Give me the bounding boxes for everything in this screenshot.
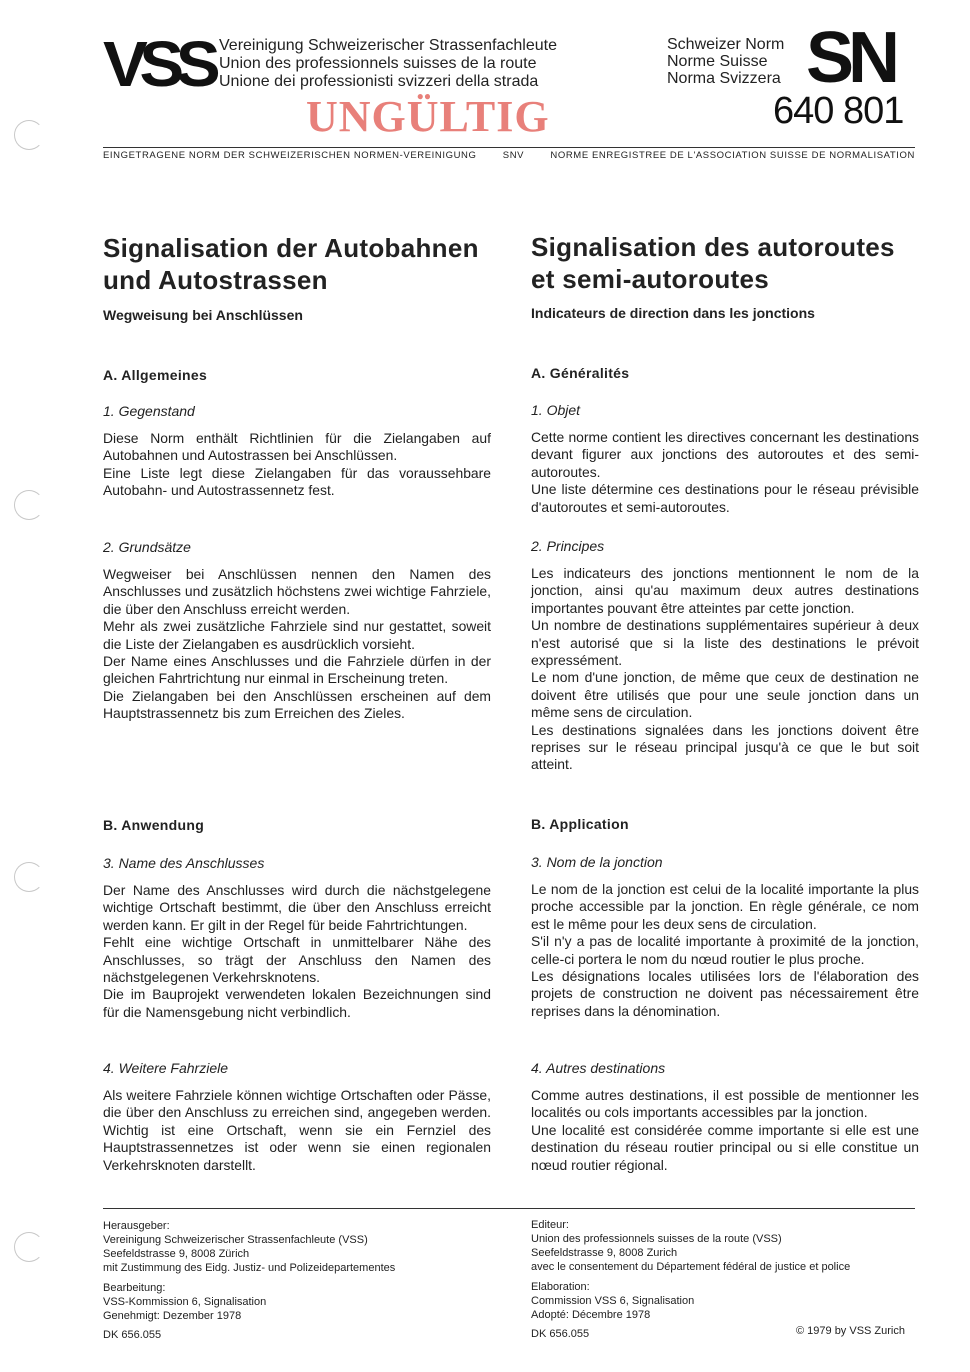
registry-text-de: EINGETRAGENE NORM DER SCHWEIZERISCHEN NORMEN-VEREINIGUNG: [103, 150, 477, 161]
dk-code: DK 656.055: [103, 1329, 162, 1341]
publisher-info-de: [103, 1219, 503, 1342]
norm-type-it: Norma Svizzera: [667, 70, 781, 87]
registry-text-fr: NORME ENREGISTREE DE L'ASSOCIATION SUISSE DE NORMALISATION: [550, 150, 915, 161]
subsection-4-body-de: [103, 1087, 491, 1174]
norm-number: 640 801: [773, 90, 904, 132]
sn-logo: SN: [806, 18, 895, 98]
publisher-name: Vereinigung Schweizerischer Strassenfachleute (VSS): [103, 1234, 368, 1246]
preparation-body: Commission VSS 6, Signalisation: [531, 1295, 695, 1307]
registry-text-snv: SNV: [502, 150, 525, 161]
organisation-names: [219, 37, 557, 91]
section-b-heading-fr: B. Application: [531, 816, 629, 832]
publisher-label: Herausgeber:: [103, 1220, 170, 1232]
paragraph: Les destinations signalées dans les jonctions doivent être reprises sur le réseau principal jusqu'à ce que le but soit atteint.: [531, 721, 919, 773]
punch-hole-mark: [14, 862, 44, 892]
paragraph: Eine Liste legt diese Zielangaben für das voraussehbare Autobahn- und Autostrassennetz fest.: [103, 464, 491, 499]
subsection-1-body-fr: [531, 429, 919, 516]
paragraph: Une liste détermine ces destinations pour le réseau prévisible d'autoroutes et semi-autoroutes.: [531, 481, 919, 515]
subsection-3-body-fr: [531, 881, 919, 1020]
org-name-fr: Union des professionnels suisses de la route: [219, 55, 537, 72]
publisher-note: mit Zustimmung des Eidg. Justiz- und Polizeidepartementes: [103, 1262, 396, 1274]
subtitle-de: Wegweisung bei Anschlüssen: [103, 307, 303, 323]
title-fr: Signalisation des autoroutes et semi-autoroutes: [531, 232, 895, 294]
dk-code: DK 656.055: [531, 1328, 590, 1340]
publisher-name: Union des professionnels suisses de la route (VSS): [531, 1233, 782, 1245]
paragraph: Le nom de la jonction est celui de la localité importante la plus proche accessible par la jonction. En règle générale, ce nom est le même pour les deux sens de circulation.: [531, 881, 919, 932]
paragraph: Cette norme contient les directives concernant les destinations devant figurer aux jonctions des autoroutes et des semi-autoroutes.: [531, 429, 919, 480]
subsection-4-body-fr: [531, 1087, 919, 1174]
subsection-1-body-de: [103, 430, 491, 500]
vss-logo: VSS: [103, 28, 213, 100]
paragraph: Les désignations locales utilisées lors de l'élaboration des projets de construction ne doivent pas nécessairement être reprises dans la dénomination.: [531, 968, 919, 1019]
paragraph: Der Name des Anschlusses wird durch die nächstgelegene wichtige Ortschaft bestimmt, die über den Anschluss erreicht werden kann. Er gilt in der Regel für beide Fahrtrichtungen.: [103, 882, 491, 933]
subsection-3-heading-fr: 3. Nom de la jonction: [531, 854, 663, 870]
paragraph: S'il n'y a pas de localité importante à proximité de la jonction, celle-ci portera le nom du nœud routier le plus proche.: [531, 933, 919, 967]
subsection-4-heading-de: 4. Weitere Fahrziele: [103, 1060, 229, 1076]
publisher-label: Editeur:: [531, 1219, 569, 1231]
preparation-label: Elaboration:: [531, 1281, 590, 1293]
footer-divider: [103, 1208, 915, 1209]
registry-bar: [103, 147, 915, 163]
publisher-info-fr: [531, 1218, 931, 1341]
subsection-2-body-de: [103, 566, 491, 723]
org-name-it: Unione dei professionisti svizzeri della strada: [219, 73, 539, 90]
subsection-3-heading-de: 3. Name des Anschlusses: [103, 855, 265, 871]
publisher-address: Seefeldstrasse 9, 8008 Zurich: [531, 1247, 678, 1259]
punch-hole-mark: [14, 1232, 44, 1262]
invalid-stamp: UNGÜLTIG: [306, 92, 550, 141]
punch-hole-mark: [14, 120, 44, 150]
subsection-3-body-de: [103, 882, 491, 1021]
publisher-note: avec le consentement du Département fédéral de justice et police: [531, 1261, 851, 1273]
paragraph: Wegweiser bei Anschlüssen nennen den Namen des Anschlusses und zusätzlich höchstens zwei wichtige Fahrziele, die über den Anschluss erreicht werden.: [103, 566, 491, 617]
approval-date: Genehmigt: Dezember 1978: [103, 1310, 242, 1322]
paragraph: Diese Norm enthält Richtlinien für die Zielangaben auf Autobahnen und Autostrassen bei Anschlüssen.: [103, 430, 491, 464]
title-de: Signalisation der Autobahnen und Autostrassen: [103, 233, 479, 295]
paragraph: Fehlt eine wichtige Ortschaft in unmittelbarer Nähe des Anschlusses, so trägt der Anschluss den Namen des nächstgelegenen Verkehrsknotens.: [103, 934, 491, 986]
subsection-2-heading-de: 2. Grundsätze: [103, 539, 191, 555]
paragraph: Mehr als zwei zusätzliche Fahrziele sind nur gestattet, soweit die Liste der Zielangaben es ausdrücklich vorsieht.: [103, 618, 491, 652]
paragraph: Une localité est considérée comme importante si elle est une destination du réseau routier principal ou si elle constitue un nœud routier régional.: [531, 1121, 919, 1173]
preparation-body: VSS-Kommission 6, Signalisation: [103, 1296, 267, 1308]
paragraph: Le nom d'une jonction, de même que ceux de destination ne doivent être utilisés que pour une seule jonction dans un même sens de circulation.: [531, 669, 919, 721]
paragraph: Les indicateurs des jonctions mentionnent le nom de la jonction, ainsi qu'au maximum deux autres destinations importantes pouvant être atteintes par cette jonction.: [531, 565, 919, 616]
paragraph: Die im Bauprojekt verwendeten lokalen Bezeichnungen sind für die Namensgebung nicht verbindlich.: [103, 986, 491, 1020]
subsection-1-heading-de: 1. Gegenstand: [103, 403, 195, 419]
copyright: © 1979 by VSS Zurich: [796, 1325, 905, 1337]
norm-type-de: Schweizer Norm: [667, 36, 785, 53]
norm-type-fr: Norme Suisse: [667, 53, 768, 70]
section-a-heading-de: A. Allgemeines: [103, 367, 208, 383]
approval-date: Adopté: Décembre 1978: [531, 1309, 651, 1321]
paragraph: Als weitere Fahrziele können wichtige Ortschaften oder Pässe, die über den Anschluss zu erreichen sind, angegeben werden. Wichtig ist eine Ortschaft, wenn sie ein Fernziel des Hauptstrassennetzes ist oder wenn sie einen regionalen Verkehrsknoten darstellt.: [103, 1087, 491, 1173]
section-a-heading-fr: A. Généralités: [531, 365, 630, 381]
subsection-2-body-fr: [531, 565, 919, 774]
org-name-de: Vereinigung Schweizerischer Strassenfachleute: [219, 37, 557, 54]
section-b-heading-de: B. Anwendung: [103, 817, 205, 833]
paragraph: Der Name eines Anschlusses und die Fahrziele dürfen in der gleichen Fahrtrichtung nur einmal in Erscheinung treten.: [103, 653, 491, 687]
norm-type-labels: [667, 36, 784, 87]
subtitle-fr: Indicateurs de direction dans les jonctions: [531, 305, 815, 321]
punch-hole-mark: [14, 490, 44, 520]
paragraph: Un nombre de destinations supplémentaires supérieur à deux n'est autorisé que si la liste des destinations le prévoit expressément.: [531, 617, 919, 669]
paragraph: Die Zielangaben bei den Anschlüssen erscheinen auf dem Hauptstrassennetz bis zum Erreichen des Zieles.: [103, 687, 491, 722]
paragraph: Comme autres destinations, il est possible de mentionner les localités ou cols importants accessibles par la jonction.: [531, 1087, 919, 1121]
subsection-2-heading-fr: 2. Principes: [531, 538, 605, 554]
subsection-1-heading-fr: 1. Objet: [531, 402, 581, 418]
subsection-4-heading-fr: 4. Autres destinations: [531, 1060, 666, 1076]
preparation-label: Bearbeitung:: [103, 1282, 166, 1294]
publisher-address: Seefeldstrasse 9, 8008 Zürich: [103, 1248, 250, 1260]
